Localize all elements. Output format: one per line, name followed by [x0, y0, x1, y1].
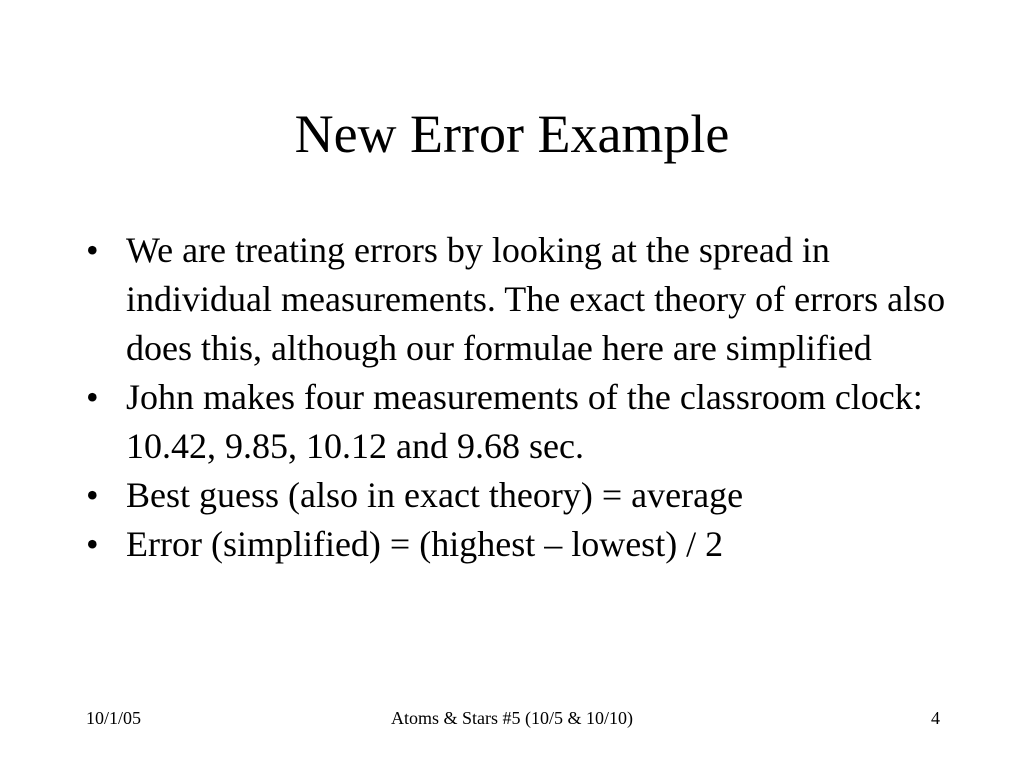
- bullet-text: Best guess (also in exact theory) = average: [126, 475, 744, 515]
- footer-title: Atoms & Stars #5 (10/5 & 10/10): [391, 708, 633, 728]
- bullet-text: John makes four measurements of the classroom clock: 10.42, 9.85, 10.12 and 9.68 sec.: [126, 377, 923, 466]
- page-number: 4: [931, 708, 940, 728]
- bullet-icon: •: [86, 230, 99, 270]
- bullet-icon: •: [86, 377, 99, 417]
- bullet-text: We are treating errors by looking at the spread in individual measurements. The exact theory of errors also does this, although our formulae here are simplified: [126, 230, 946, 368]
- bullet-icon: •: [86, 524, 99, 564]
- bullet-text: Error (simplified) = (highest – lowest) / 2: [126, 524, 724, 564]
- bullet-item: [86, 373, 946, 471]
- slide-title: New Error Example: [294, 104, 730, 164]
- footer-date: 10/1/05: [86, 708, 142, 728]
- bullet-icon: •: [86, 475, 99, 515]
- bullet-item: [86, 520, 946, 569]
- bullet-item: [86, 471, 946, 520]
- bullet-list: [86, 226, 946, 569]
- bullet-item: [86, 226, 946, 373]
